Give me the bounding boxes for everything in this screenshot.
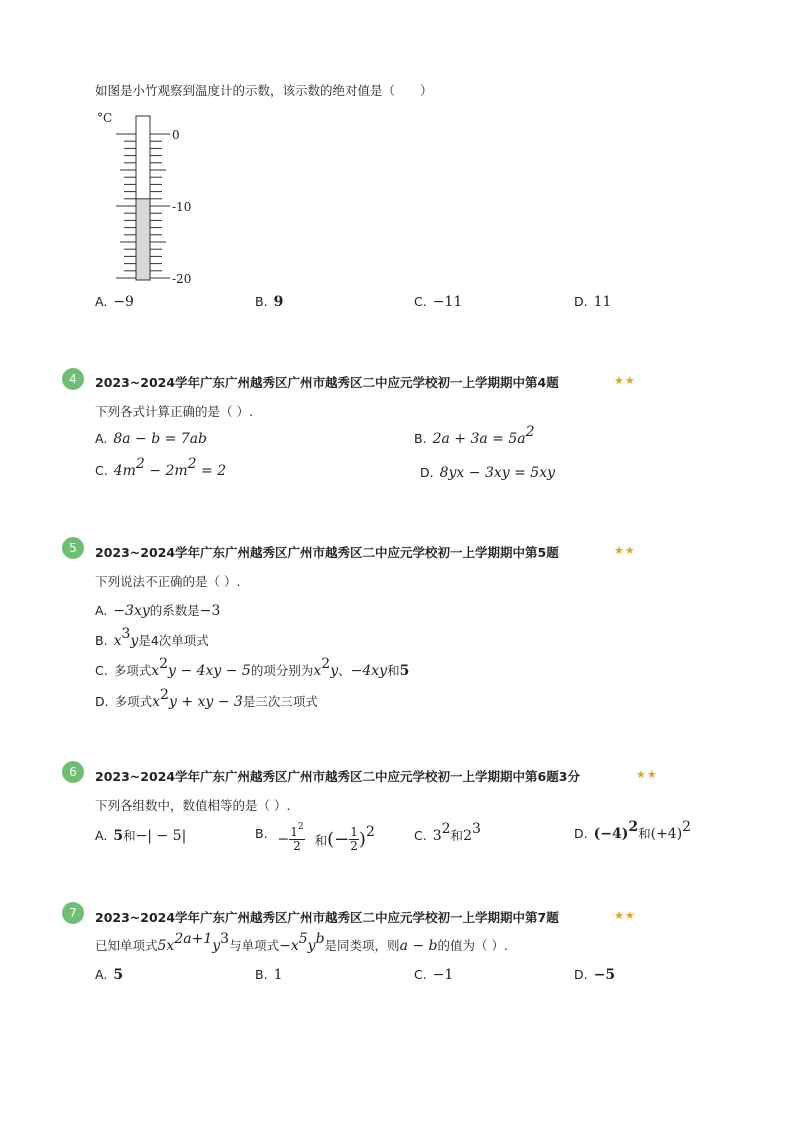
option-value: y <box>130 633 139 649</box>
option-text: 和 <box>314 832 328 848</box>
option-value: 5 <box>113 967 124 983</box>
q6-source: 2023~2024学年广东广州越秀区广州市越秀区二中应元学校初一上学期期中第6题3分 <box>95 769 580 784</box>
q6-difficulty-stars: ★★ <box>636 768 658 781</box>
option-label: D. <box>574 294 588 309</box>
option-label: D. <box>574 967 588 982</box>
question-exponent: b <box>315 931 325 947</box>
option-text: 、 <box>338 663 351 678</box>
q5-option-c[interactable] <box>95 656 410 679</box>
option-value: ) <box>358 829 366 850</box>
option-label: B. <box>255 967 268 982</box>
tick-label-minus10: -10 <box>172 200 192 214</box>
option-label: A. <box>95 431 108 446</box>
q7-option-b[interactable] <box>255 967 282 983</box>
q5-question: 下列说法不正确的是（ ）. <box>95 574 241 589</box>
q4-number-badge: 4 <box>62 368 84 390</box>
tick-label-minus20: -20 <box>172 272 192 286</box>
q7-option-c[interactable] <box>414 967 453 983</box>
q7-option-d[interactable] <box>574 967 615 983</box>
q7-difficulty-stars: ★★ <box>614 909 636 922</box>
q5-option-d[interactable] <box>95 687 318 710</box>
option-label: A. <box>95 603 108 618</box>
option-value: 8yx − 3xy = 5xy <box>439 465 556 481</box>
option-value: y − 4xy − 5 <box>168 663 251 679</box>
option-value: −3xy <box>113 603 150 619</box>
option-value: −5 <box>593 967 616 983</box>
q5-number-badge: 5 <box>62 537 84 559</box>
option-value: −1 <box>432 967 454 983</box>
q6-option-b[interactable] <box>255 822 375 853</box>
option-label: B. <box>95 633 108 648</box>
option-exponent: 3 <box>471 821 481 837</box>
q7-source: 2023~2024学年广东广州越秀区广州市越秀区二中应元学校初一上学期期中第7题 <box>95 910 559 925</box>
question-exponent: 3 <box>220 931 230 947</box>
option-value: 3 <box>432 828 442 844</box>
option-label: A. <box>95 828 108 843</box>
option-value: y + xy − 3 <box>168 694 243 710</box>
option-value: −3 <box>199 603 221 619</box>
option-value: x <box>313 663 322 679</box>
option-value: 11 <box>593 294 612 310</box>
option-label: C. <box>414 828 427 843</box>
question-math: y <box>212 938 221 954</box>
q4-option-a[interactable] <box>95 431 207 447</box>
q6-option-c[interactable] <box>414 821 481 844</box>
option-label: C. <box>95 463 108 478</box>
option-value: 8a − b = 7ab <box>113 431 208 447</box>
tick-label-0: 0 <box>172 128 180 142</box>
question-text: 已知单项式 <box>95 938 158 953</box>
option-value: (+4) <box>650 826 683 842</box>
option-value: 4m <box>113 463 136 479</box>
q6-option-a[interactable] <box>95 826 186 844</box>
option-label: D. <box>95 694 109 709</box>
question-text: 与单项式 <box>229 938 280 953</box>
option-value: −4xy <box>350 663 388 679</box>
q4-option-b[interactable] <box>414 424 535 447</box>
q7-question <box>95 931 508 954</box>
q5-option-a[interactable] <box>95 601 220 619</box>
q5-source: 2023~2024学年广东广州越秀区广州市越秀区二中应元学校初一上学期期中第5题 <box>95 545 559 560</box>
q4-question: 下列各式计算正确的是（ ）. <box>95 404 253 419</box>
q5-option-b[interactable] <box>95 626 209 649</box>
question-math: 5x <box>157 938 175 954</box>
option-label: C. <box>95 663 108 678</box>
option-value: 2 <box>463 828 472 844</box>
option-text: 和 <box>450 828 464 843</box>
option-label: C. <box>414 967 427 982</box>
option-text: 的系数是 <box>149 603 200 618</box>
option-label: B. <box>255 294 268 309</box>
option-value: −11 <box>432 294 463 310</box>
option-value: 5 <box>113 828 124 844</box>
option-value: − 2m <box>144 463 188 479</box>
option-value: 9 <box>273 294 284 310</box>
question-exponent: 2a+1 <box>174 931 213 947</box>
option-value: −9 <box>113 294 134 310</box>
q4-option-d[interactable] <box>420 465 555 481</box>
option-value: 2a + 3a = 5a <box>432 431 526 447</box>
option-value: x <box>151 663 160 679</box>
q7-option-a[interactable] <box>95 967 123 983</box>
option-value: −| − 5| <box>135 828 187 844</box>
option-value: y <box>330 663 339 679</box>
option-label: A. <box>95 967 108 982</box>
option-value: − <box>277 831 290 848</box>
q7-number-badge: 7 <box>62 902 84 924</box>
option-text: 和 <box>123 828 136 843</box>
q3-question: 如图是小竹观察到温度计的示数，该示数的绝对值是（ ） <box>95 83 433 98</box>
fraction-one-over-two: $\frac{1}{2}$ <box>350 825 358 853</box>
option-exponent: 2 <box>321 656 331 672</box>
question-math: −x <box>279 938 299 954</box>
q4-difficulty-stars: ★★ <box>614 374 636 387</box>
option-exponent: 2 <box>135 456 145 472</box>
option-text: 的项分别为 <box>250 663 314 678</box>
thermometer-unit: °C <box>97 111 113 125</box>
question-text: 的值为（ ）. <box>437 938 508 953</box>
q6-number-badge: 6 <box>62 761 84 783</box>
fraction-one-squared-over-two: $\frac{1^2}{2}$ <box>290 822 304 853</box>
option-value: = 2 <box>196 463 227 479</box>
mercury-column <box>136 199 150 280</box>
option-exponent: 2 <box>682 819 692 835</box>
option-label: D. <box>574 826 588 841</box>
option-exponent: 2 <box>441 821 451 837</box>
q3-option-a[interactable] <box>95 294 134 310</box>
question-math: a − b <box>399 938 438 954</box>
option-text: 多项式 <box>113 663 152 678</box>
q4-option-c[interactable] <box>95 456 227 479</box>
option-text: 是4次单项式 <box>138 633 209 648</box>
option-exponent: 2 <box>187 456 197 472</box>
question-math: y <box>307 938 316 954</box>
q3-option-d[interactable] <box>574 294 611 310</box>
option-value: x <box>152 694 161 710</box>
option-label: D. <box>420 465 434 480</box>
option-label: B. <box>255 826 268 841</box>
option-label: A. <box>95 294 108 309</box>
q6-option-d[interactable] <box>574 819 692 842</box>
question-exponent: 5 <box>298 931 308 947</box>
option-value: (− <box>327 829 350 850</box>
option-text: 是三次三项式 <box>242 694 318 709</box>
q5-difficulty-stars: ★★ <box>614 544 636 557</box>
option-exponent: 2 <box>160 687 169 703</box>
option-text: 多项式 <box>114 694 153 709</box>
option-value: 5 <box>399 663 410 679</box>
option-exponent: 2 <box>159 656 169 672</box>
option-value: x <box>113 633 122 649</box>
option-value: (−4) <box>593 826 629 842</box>
option-value: 1 <box>273 967 283 983</box>
question-text: 是同类项，则 <box>324 938 400 953</box>
q4-source: 2023~2024学年广东广州越秀区广州市越秀区二中应元学校初一上学期期中第4题 <box>95 375 559 390</box>
thermometer-figure <box>95 108 205 290</box>
option-text: 和 <box>387 663 400 678</box>
option-exponent: 2 <box>365 824 375 840</box>
option-exponent: 2 <box>525 424 535 440</box>
q6-question: 下列各组数中，数值相等的是（ ）. <box>95 798 291 813</box>
option-label: C. <box>414 294 427 309</box>
option-exponent: 2 <box>628 819 639 835</box>
q3-option-b[interactable] <box>255 294 283 310</box>
option-label: B. <box>414 431 427 446</box>
q3-option-c[interactable] <box>414 294 462 310</box>
option-exponent: 3 <box>121 626 131 642</box>
option-text: 和 <box>638 826 651 841</box>
